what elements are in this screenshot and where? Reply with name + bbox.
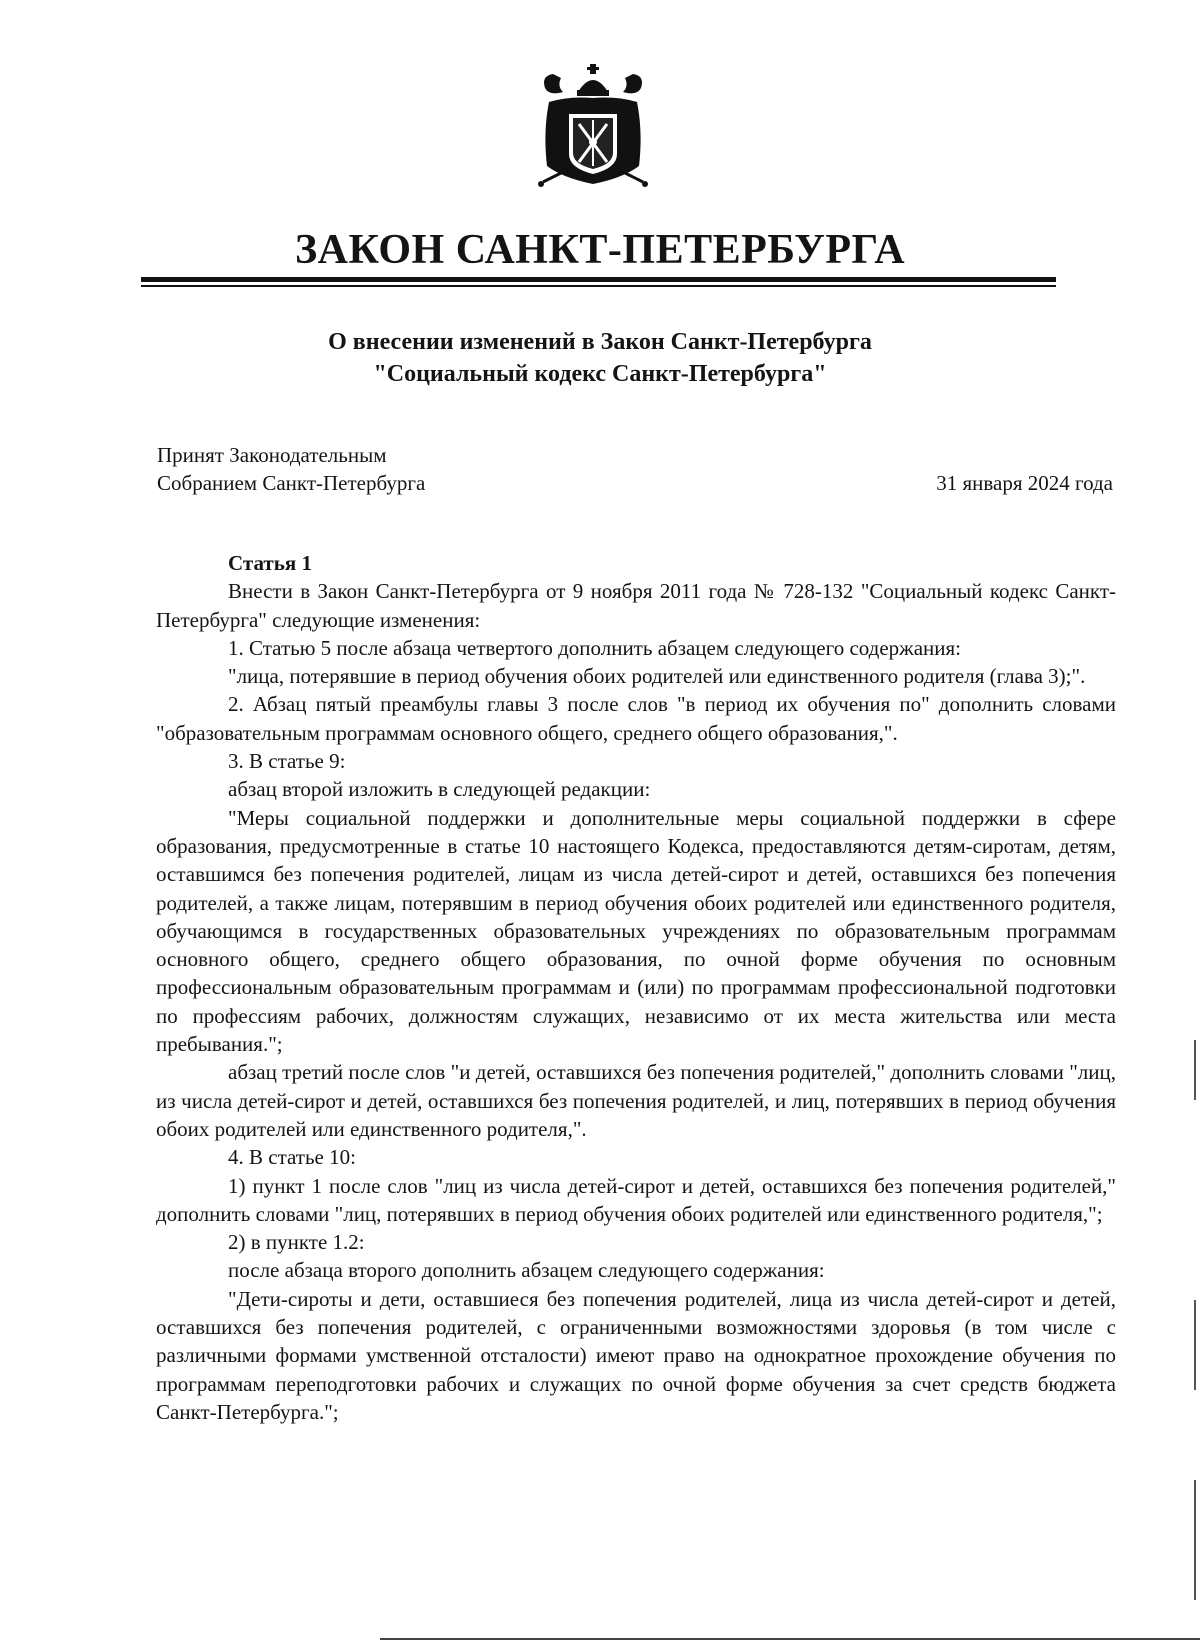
law-subtitle [0, 326, 1200, 390]
scan-edge-mark [1194, 1300, 1196, 1390]
article-heading: Статья 1 [228, 551, 312, 575]
adoption-line: Принят Законодательным [157, 443, 387, 467]
article-paragraph: 2. Абзац пятый преамбулы главы 3 после слов "в период их обучения по" дополнить словами "образовательным программам основного общего, среднего общего образования,". [156, 692, 1116, 745]
st-petersburg-coat-of-arms-icon [533, 62, 653, 200]
article-paragraph: "Дети-сироты и дети, оставшиеся без попечения родителей, лица из числа детей-сирот и детей, оставшихся без попечения родителей, с ограниченными возможностями здоровья (в том числе с различными формами умственной отсталости) имеют право на однократное прохождение обучения по программам переподготовки рабочих и служащих по очной форме обучения за счет средств бюджета Санкт-Петербурга."; [156, 1286, 1116, 1424]
article-paragraph: 2) в пункте 1.2: [228, 1230, 365, 1255]
article-paragraph: "Меры социальной поддержки и дополнительные меры социальной поддержки в сфере образования, предусмотренные в статье 10 настоящего Кодекса, предоставляются детям-сиротам, детям, оставшимся без попечения родителей, лицам из числа детей-сирот и детей, оставшихся без попечения родителей, а также лицам, потерявшим в период обучения обоих родителей или единственного родителя, обучающимся в государственных образовательных учреждениях по образовательным программам основного общего, среднего общего образования, по очной форме обучения по основным профессиональным образовательным программам и (или) по программам профессиональной подготовки по профессиям рабочих, должностям служащих, независимо от их места жительства или места пребывания."; [156, 805, 1116, 1057]
adoption-authority [157, 441, 425, 497]
scan-edge-mark [1194, 1480, 1196, 1600]
article-paragraph: абзац третий после слов "и детей, оставшихся без попечения родителей," дополнить словами "лиц, из числа детей-сирот и детей, оставшихся без попечения родителей, и лиц, потерявших в период обучения обоих родителей или единственного родителя,". [156, 1060, 1116, 1141]
title-divider-thick [141, 277, 1056, 282]
scan-edge-mark [1194, 1040, 1196, 1100]
subtitle-line: "Социальный кодекс Санкт-Петербурга" [373, 361, 827, 387]
article-paragraph: 3. В статье 9: [228, 749, 346, 774]
article-paragraph: Внести в Закон Санкт-Петербурга от 9 ноября 2011 года № 728-132 "Социальный кодекс Санкт-Петербурга" следующие изменения: [156, 579, 1116, 632]
article-paragraph: абзац второй изложить в следующей редакции: [228, 777, 651, 802]
article-paragraph: после абзаца второго дополнить абзацем следующего содержания: [228, 1258, 825, 1283]
subtitle-line: О внесении изменений в Закон Санкт-Петербурга [328, 329, 872, 355]
article-paragraph: 1) пункт 1 после слов "лиц из числа детей-сирот и детей, оставшихся без попечения родителей," дополнить словами "лиц, потерявших в период обучения обоих родителей или единственного родителя,"; [156, 1173, 1116, 1226]
article-paragraph: 1. Статью 5 после абзаца четвертого дополнить абзацем следующего содержания: [228, 635, 961, 660]
law-title: ЗАКОН САНКТ-ПЕТЕРБУРГА [294, 227, 906, 273]
title-divider-thin [141, 285, 1056, 287]
article-paragraph: 4. В статье 10: [228, 1145, 356, 1170]
adoption-line: Собранием Санкт-Петербурга [157, 471, 426, 495]
adoption-date: 31 января 2024 года [936, 471, 1113, 495]
article-paragraph: "лица, потерявшие в период обучения обоих родителей или единственного родителя (глава 3);". [228, 664, 1086, 689]
scan-edge-mark [380, 1638, 1200, 1640]
article-body [156, 549, 1116, 1426]
